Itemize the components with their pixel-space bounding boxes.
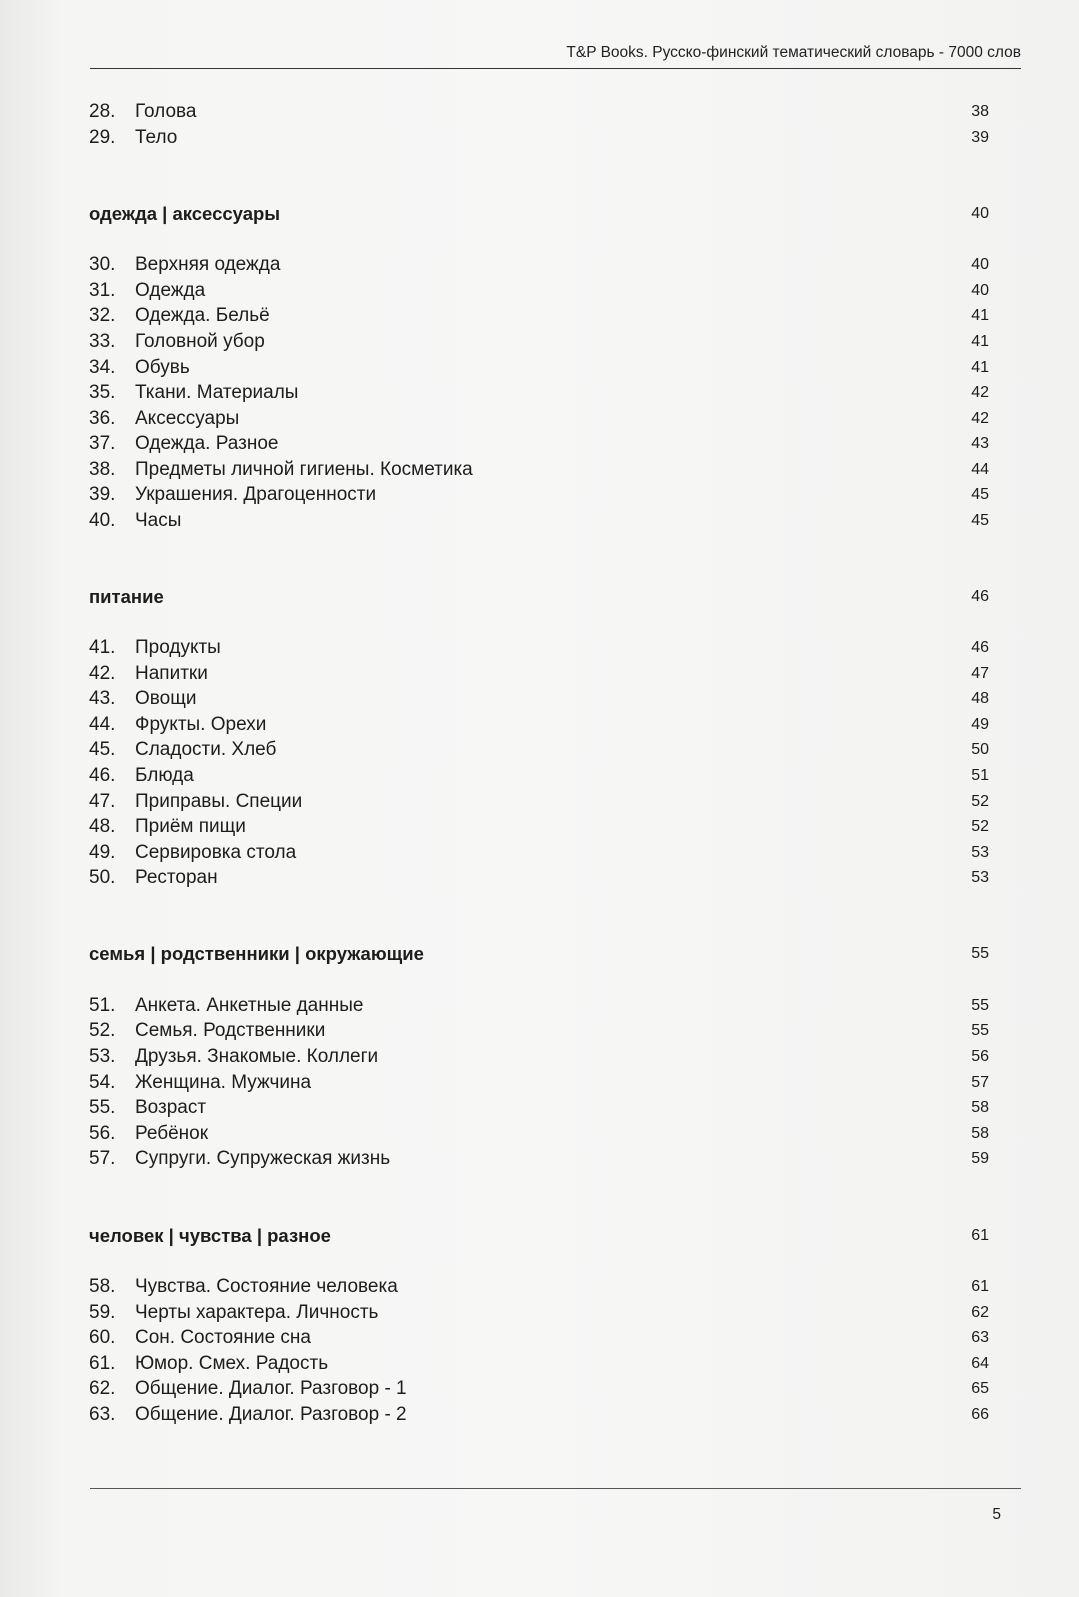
toc-section-heading [89, 1223, 1009, 1249]
page-number: 5 [992, 1506, 1001, 1523]
entry-title: Сон. Состояние сна [135, 1327, 311, 1348]
entry-title: Головной убор [135, 331, 265, 352]
entry-title: Сервировка стола [135, 842, 297, 863]
entry-page-number: 44 [971, 461, 989, 478]
entry-page-number: 40 [971, 282, 989, 299]
entry-title: Ткани. Материалы [135, 382, 299, 403]
entry-page-number: 46 [971, 639, 989, 656]
toc-entry [89, 1146, 1009, 1172]
entry-number: 29. [89, 127, 116, 148]
entry-title: Одежда [135, 280, 206, 301]
entry-title: Анкета. Анкетные данные [135, 995, 364, 1016]
entry-title: Чувства. Состояние человека [135, 1276, 398, 1297]
entry-number: 35. [89, 382, 116, 403]
toc-entry [89, 865, 1009, 891]
entry-number: 62. [89, 1378, 116, 1399]
entry-number: 46. [89, 765, 116, 786]
entry-page-number: 55 [971, 1022, 989, 1039]
entry-page-number: 52 [971, 793, 989, 810]
entry-number: 58. [89, 1276, 116, 1297]
toc-entry [89, 482, 1009, 508]
toc-section-heading [89, 201, 1009, 227]
entry-number: 52. [89, 1020, 116, 1041]
entry-title: Украшения. Драгоценности [135, 484, 377, 505]
entry-title: Сладости. Хлеб [135, 739, 277, 760]
toc-entry [89, 457, 1009, 483]
entry-page-number: 63 [971, 1329, 989, 1346]
entry-title: Овощи [135, 688, 197, 709]
entry-page-number: 42 [971, 410, 989, 427]
section-title: одежда | аксессуары [89, 203, 281, 224]
entry-title: Приём пищи [135, 816, 246, 837]
toc-entry [89, 1351, 1009, 1377]
section-page-number: 61 [971, 1227, 989, 1244]
section-page-number: 40 [971, 205, 989, 222]
entry-page-number: 61 [971, 1278, 989, 1295]
entry-page-number: 59 [971, 1150, 989, 1167]
toc-entry [89, 1095, 1009, 1121]
entry-page-number: 58 [971, 1125, 989, 1142]
entry-page-number: 45 [971, 512, 989, 529]
entry-number: 50. [89, 867, 116, 888]
entry-page-number: 41 [971, 333, 989, 350]
entry-number: 43. [89, 688, 116, 709]
entry-title: Приправы. Специи [135, 791, 303, 812]
entry-page-number: 62 [971, 1304, 989, 1321]
entry-title: Ресторан [135, 867, 218, 888]
entry-number: 53. [89, 1046, 116, 1067]
entry-title: Фрукты. Орехи [135, 714, 267, 735]
toc-entry [89, 789, 1009, 815]
entry-title: Блюда [135, 765, 194, 786]
toc-entry [89, 303, 1009, 329]
entry-number: 37. [89, 433, 116, 454]
toc-entry [89, 840, 1009, 866]
entry-number: 63. [89, 1404, 116, 1425]
toc-entry [89, 1070, 1009, 1096]
entry-page-number: 58 [971, 1099, 989, 1116]
entry-title: Голова [135, 101, 197, 122]
entry-page-number: 42 [971, 384, 989, 401]
entry-page-number: 45 [971, 486, 989, 503]
entry-title: Общение. Диалог. Разговор - 2 [135, 1404, 407, 1425]
toc-entry [89, 993, 1009, 1019]
toc-entry [89, 406, 1009, 432]
entry-number: 34. [89, 357, 116, 378]
toc-entry [89, 1018, 1009, 1044]
entry-page-number: 49 [971, 716, 989, 733]
entry-number: 33. [89, 331, 116, 352]
entry-title: Часы [135, 510, 182, 531]
toc-entry [89, 635, 1009, 661]
running-header: T&P Books. Русско-финский тематический словарь - 7000 слов [566, 44, 1021, 61]
entry-number: 54. [89, 1072, 116, 1093]
toc-entry [89, 814, 1009, 840]
section-page-number: 46 [971, 588, 989, 605]
entry-page-number: 55 [971, 997, 989, 1014]
entry-page-number: 50 [971, 741, 989, 758]
entry-number: 41. [89, 637, 116, 658]
entry-number: 42. [89, 663, 116, 684]
entry-number: 45. [89, 739, 116, 760]
toc-entry [89, 1274, 1009, 1300]
entry-page-number: 57 [971, 1074, 989, 1091]
entry-number: 32. [89, 305, 116, 326]
entry-page-number: 47 [971, 665, 989, 682]
toc-entry [89, 1300, 1009, 1326]
entry-title: Обувь [135, 357, 190, 378]
entry-title: Женщина. Мужчина [135, 1072, 312, 1093]
entry-title: Аксессуары [135, 408, 240, 429]
entry-page-number: 41 [971, 307, 989, 324]
entry-title: Напитки [135, 663, 208, 684]
entry-title: Ребёнок [135, 1123, 209, 1144]
footer-rule [90, 1488, 1021, 1489]
entry-title: Черты характера. Личность [135, 1302, 379, 1323]
entry-number: 51. [89, 995, 116, 1016]
entry-page-number: 65 [971, 1380, 989, 1397]
section-title: питание [89, 586, 164, 607]
entry-page-number: 40 [971, 256, 989, 273]
section-title: человек | чувства | разное [89, 1225, 331, 1246]
entry-number: 55. [89, 1097, 116, 1118]
entry-page-number: 51 [971, 767, 989, 784]
entry-title: Юмор. Смех. Радость [135, 1353, 329, 1374]
toc-entry [89, 125, 1009, 151]
entry-title: Общение. Диалог. Разговор - 1 [135, 1378, 407, 1399]
entry-number: 39. [89, 484, 116, 505]
section-page-number: 55 [971, 945, 989, 962]
entry-title: Супруги. Супружеская жизнь [135, 1148, 391, 1169]
entry-page-number: 48 [971, 690, 989, 707]
entry-page-number: 53 [971, 844, 989, 861]
entry-number: 48. [89, 816, 116, 837]
entry-page-number: 66 [971, 1406, 989, 1423]
entry-number: 57. [89, 1148, 116, 1169]
toc-entry [89, 355, 1009, 381]
entry-number: 40. [89, 510, 116, 531]
entry-title: Одежда. Разное [135, 433, 279, 454]
entry-title: Друзья. Знакомые. Коллеги [135, 1046, 379, 1067]
toc-entry [89, 431, 1009, 457]
entry-title: Предметы личной гигиены. Косметика [135, 459, 473, 480]
toc-entry [89, 1044, 1009, 1070]
entry-number: 28. [89, 101, 116, 122]
entry-number: 47. [89, 791, 116, 812]
entry-title: Тело [135, 127, 178, 148]
entry-number: 49. [89, 842, 116, 863]
entry-number: 44. [89, 714, 116, 735]
toc-entry [89, 737, 1009, 763]
entry-number: 38. [89, 459, 116, 480]
toc-entry [89, 380, 1009, 406]
toc-entry [89, 508, 1009, 534]
entry-title: Семья. Родственники [135, 1020, 326, 1041]
entry-number: 59. [89, 1302, 116, 1323]
entry-number: 60. [89, 1327, 116, 1348]
toc-entry [89, 1325, 1009, 1351]
toc-entry [89, 712, 1009, 738]
entry-title: Продукты [135, 637, 221, 658]
toc-entry [89, 99, 1009, 125]
entry-page-number: 38 [971, 103, 989, 120]
section-title: семья | родственники | окружающие [89, 943, 424, 964]
toc-entry [89, 1402, 1009, 1428]
entry-page-number: 39 [971, 129, 989, 146]
entry-number: 56. [89, 1123, 116, 1144]
entry-number: 61. [89, 1353, 116, 1374]
entry-title: Верхняя одежда [135, 254, 281, 275]
toc-entry [89, 252, 1009, 278]
toc-entry [89, 278, 1009, 304]
entry-number: 30. [89, 254, 116, 275]
entry-title: Возраст [135, 1097, 207, 1118]
entry-number: 36. [89, 408, 116, 429]
entry-page-number: 41 [971, 359, 989, 376]
entry-page-number: 64 [971, 1355, 989, 1372]
toc-entry [89, 763, 1009, 789]
entry-number: 31. [89, 280, 116, 301]
entry-page-number: 53 [971, 869, 989, 886]
entry-title: Одежда. Бельё [135, 305, 270, 326]
toc-section-heading [89, 941, 1009, 967]
toc-entry [89, 661, 1009, 687]
header-rule [90, 68, 1021, 69]
toc-entry [89, 686, 1009, 712]
entry-page-number: 56 [971, 1048, 989, 1065]
toc-entry [89, 329, 1009, 355]
toc-section-heading [89, 584, 1009, 610]
entry-page-number: 43 [971, 435, 989, 452]
toc-entry [89, 1376, 1009, 1402]
toc-entry [89, 1121, 1009, 1147]
entry-page-number: 52 [971, 818, 989, 835]
